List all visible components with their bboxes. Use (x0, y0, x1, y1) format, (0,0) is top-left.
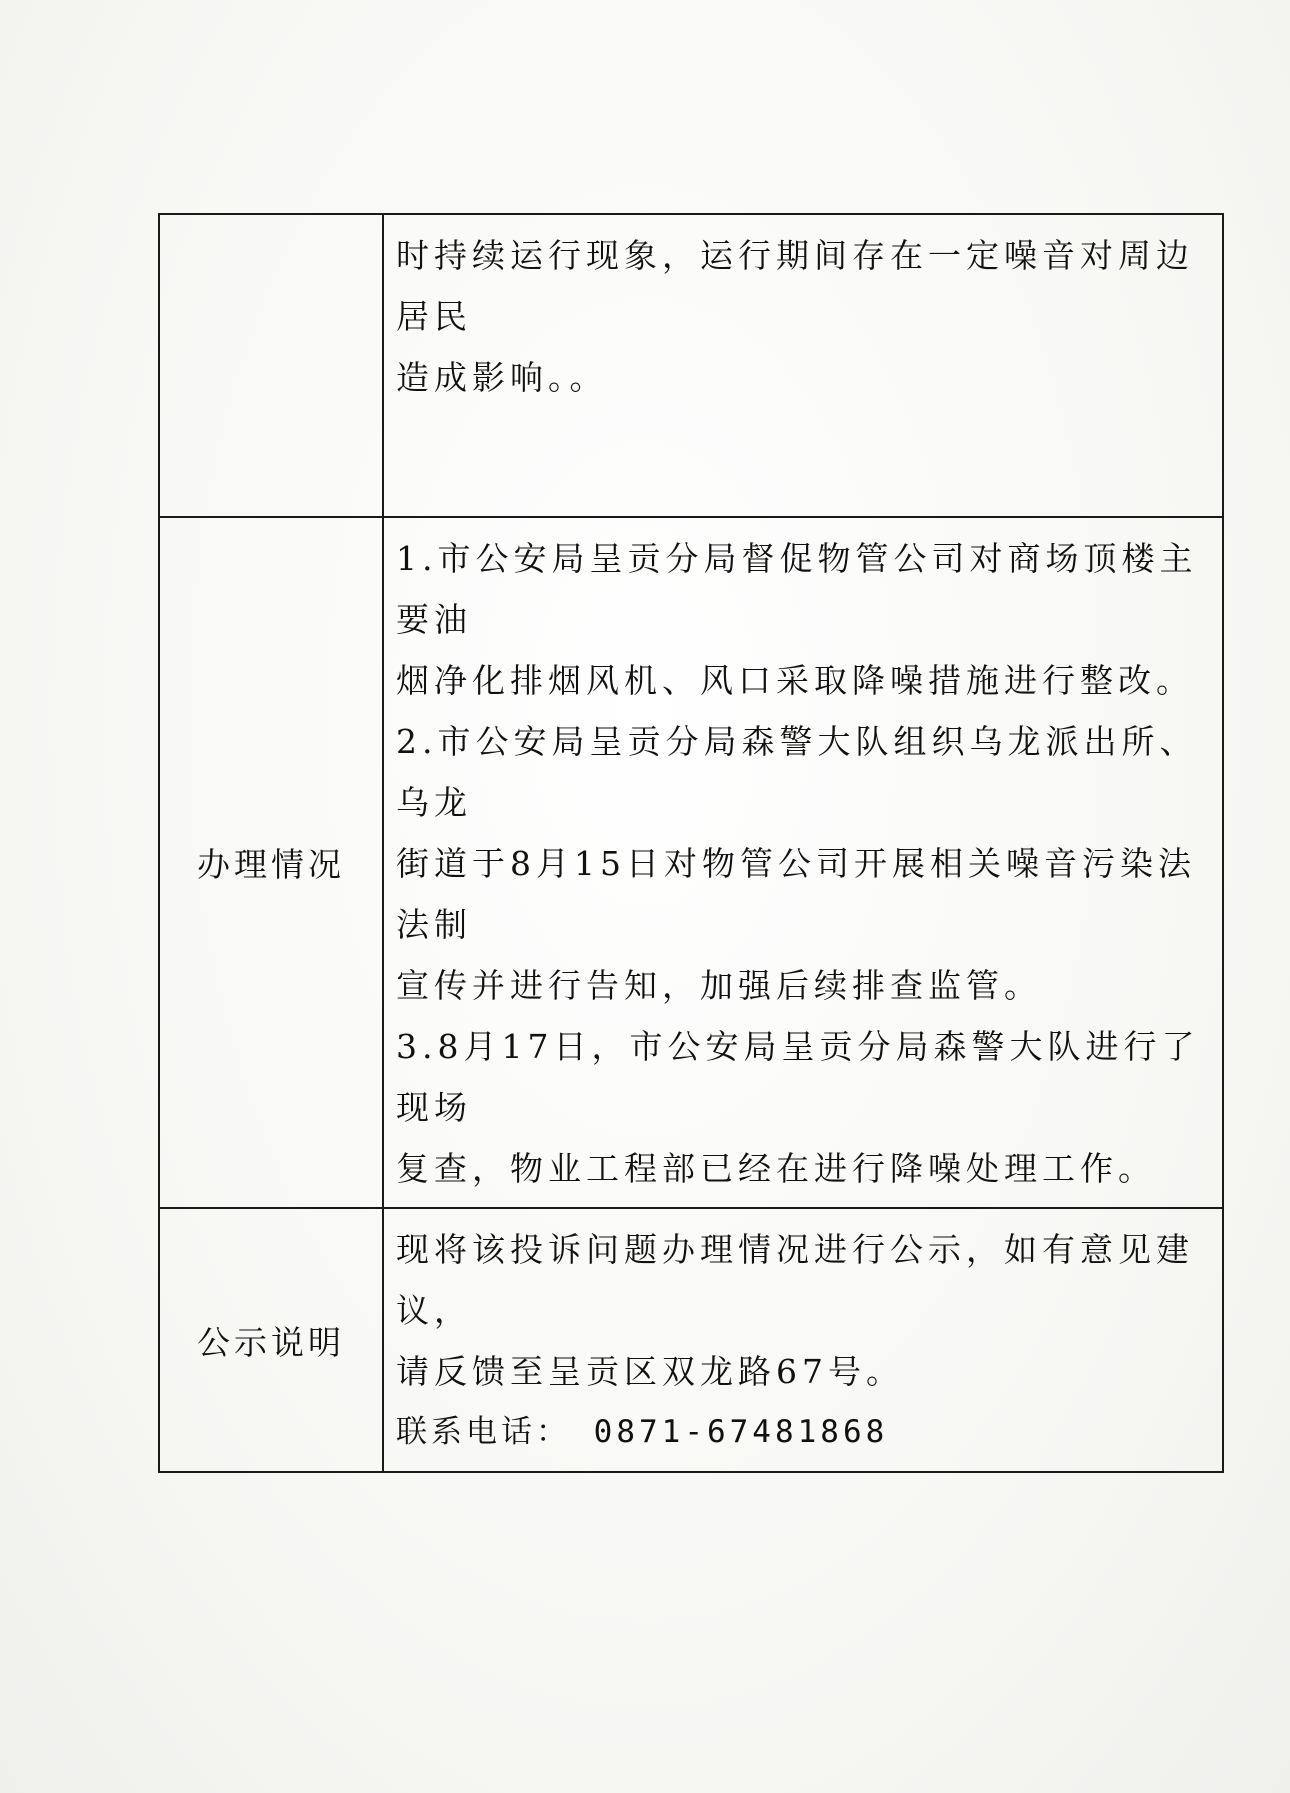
row-label-handling: 办理情况 (159, 517, 383, 1208)
handling-item-2: 2.市公安局呈贡分局森警大队组织乌龙派出所、乌龙 街道于8月15日对物管公司开展相关噪音污染法法制 宣传并进行告知，加强后续排查监管。 (396, 722, 1198, 1005)
table-row-notice (159, 1208, 1223, 1472)
notice-text: 现将该投诉问题办理情况进行公示，如有意见建议， 请反馈至呈贡区双龙路67号。 (396, 1230, 1194, 1391)
handling-item-1: 1.市公安局呈贡分局督促物管公司对商场顶楼主要油 烟净化排烟风机、风口采取降噪措施进行整改。 (396, 539, 1198, 700)
handling-item-3: 3.8月17日，市公安局呈贡分局森警大队进行了现场 复查，物业工程部已经在进行降噪处理工作。 (396, 1027, 1200, 1188)
complaint-content-cell (383, 214, 1223, 517)
table-row-complaint-continued (159, 214, 1223, 517)
complaint-text: 时持续运行现象，运行期间存在一定噪音对周边居民 造成影响。。 (396, 236, 1194, 397)
row-label-notice: 公示说明 (159, 1208, 383, 1472)
handling-content-cell (383, 517, 1223, 1208)
complaint-handling-table (158, 213, 1224, 1473)
notice-content-cell (383, 1208, 1223, 1472)
row-label-empty (159, 214, 383, 517)
table-row-handling (159, 517, 1223, 1208)
contact-phone: 联系电话： 0871-67481868 (396, 1414, 889, 1450)
